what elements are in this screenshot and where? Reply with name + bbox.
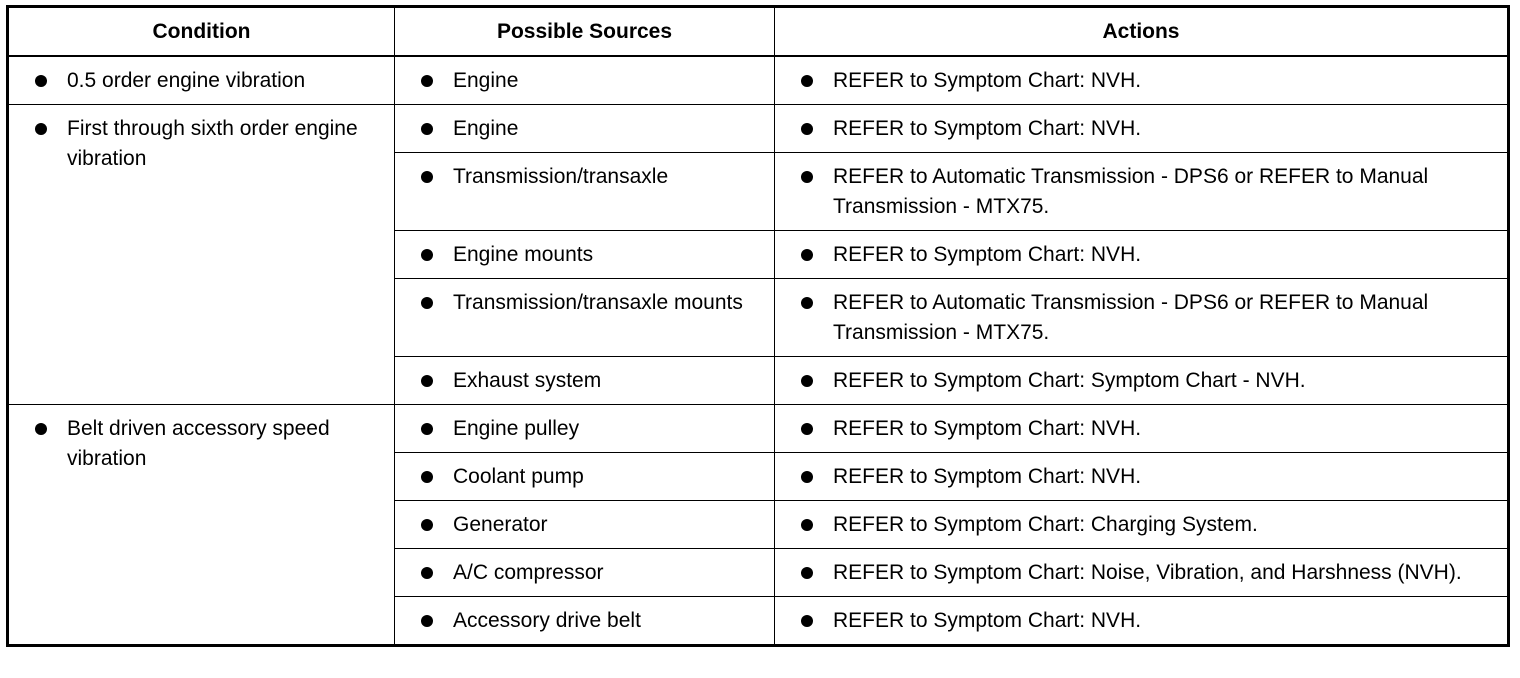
source-bullet-item xyxy=(395,153,774,200)
table-body xyxy=(8,56,1509,646)
bullet-icon xyxy=(421,519,433,531)
bullet-icon xyxy=(801,375,813,387)
action-bullet-item xyxy=(775,153,1507,230)
source-bullet-item xyxy=(395,105,774,152)
source-cell xyxy=(395,279,775,357)
source-text: Generator xyxy=(453,513,548,536)
action-text: REFER to Symptom Chart: NVH. xyxy=(833,117,1142,140)
source-bullet-item xyxy=(395,405,774,452)
bullet-icon xyxy=(801,471,813,483)
source-bullet-item xyxy=(395,57,774,104)
action-text: REFER to Symptom Chart: Symptom Chart - NVH. xyxy=(833,369,1306,392)
source-cell xyxy=(395,453,775,501)
action-text: REFER to Symptom Chart: Charging System. xyxy=(833,513,1258,536)
source-bullet-item xyxy=(395,597,774,644)
condition-text: 0.5 order engine vibration xyxy=(67,69,306,92)
bullet-icon xyxy=(421,75,433,87)
source-text: Engine mounts xyxy=(453,243,594,266)
table-row xyxy=(8,405,1509,453)
action-cell xyxy=(775,56,1509,105)
source-text: Transmission/transaxle mounts xyxy=(453,291,743,314)
bullet-icon xyxy=(801,423,813,435)
action-text: REFER to Automatic Transmission - DPS6 or REFER to Manual Transmission - MTX75. xyxy=(833,165,1429,218)
action-bullet-item xyxy=(775,279,1507,356)
condition-text: First through sixth order engine vibration xyxy=(67,117,358,170)
source-bullet-item xyxy=(395,357,774,404)
condition-cell xyxy=(8,105,395,405)
action-cell xyxy=(775,549,1509,597)
action-cell xyxy=(775,597,1509,646)
condition-bullet-item xyxy=(9,57,394,104)
possible-sources-column-header: Possible Sources xyxy=(395,7,775,57)
action-text: REFER to Symptom Chart: Noise, Vibration, and Harshness (NVH). xyxy=(833,561,1462,584)
action-text: REFER to Symptom Chart: NVH. xyxy=(833,417,1142,440)
source-text: Engine pulley xyxy=(453,417,580,440)
source-cell xyxy=(395,105,775,153)
bullet-icon xyxy=(801,615,813,627)
bullet-icon xyxy=(35,123,47,135)
source-bullet-item xyxy=(395,501,774,548)
bullet-icon xyxy=(421,471,433,483)
source-text: Transmission/transaxle xyxy=(453,165,669,188)
source-cell xyxy=(395,56,775,105)
bullet-icon xyxy=(421,375,433,387)
action-bullet-item xyxy=(775,501,1507,548)
action-text: REFER to Automatic Transmission - DPS6 or REFER to Manual Transmission - MTX75. xyxy=(833,291,1429,344)
condition-column-header: Condition xyxy=(8,7,395,57)
source-text: Exhaust system xyxy=(453,369,602,392)
source-bullet-item xyxy=(395,279,774,326)
condition-text: Belt driven accessory speed vibration xyxy=(67,417,330,470)
condition-bullet-item xyxy=(9,105,394,182)
bullet-icon xyxy=(421,423,433,435)
source-text: A/C compressor xyxy=(453,561,604,584)
action-bullet-item xyxy=(775,405,1507,452)
condition-cell xyxy=(8,405,395,646)
bullet-icon xyxy=(35,75,47,87)
source-text: Accessory drive belt xyxy=(453,609,641,632)
source-cell xyxy=(395,501,775,549)
source-cell xyxy=(395,231,775,279)
table-row xyxy=(8,56,1509,105)
bullet-icon xyxy=(35,423,47,435)
source-cell xyxy=(395,549,775,597)
action-text: REFER to Symptom Chart: NVH. xyxy=(833,243,1142,266)
bullet-icon xyxy=(801,75,813,87)
action-cell xyxy=(775,105,1509,153)
source-bullet-item xyxy=(395,453,774,500)
source-cell xyxy=(395,153,775,231)
source-cell xyxy=(395,405,775,453)
bullet-icon xyxy=(801,171,813,183)
source-bullet-item xyxy=(395,231,774,278)
action-bullet-item xyxy=(775,57,1507,104)
condition-cell xyxy=(8,56,395,105)
action-bullet-item xyxy=(775,453,1507,500)
bullet-icon xyxy=(421,297,433,309)
table-row xyxy=(8,105,1509,153)
action-bullet-item xyxy=(775,357,1507,404)
source-text: Coolant pump xyxy=(453,465,584,488)
bullet-icon xyxy=(801,567,813,579)
source-cell xyxy=(395,357,775,405)
source-text: Engine xyxy=(453,117,519,140)
actions-column-header: Actions xyxy=(775,7,1509,57)
action-cell xyxy=(775,279,1509,357)
bullet-icon xyxy=(801,519,813,531)
action-text: REFER to Symptom Chart: NVH. xyxy=(833,69,1142,92)
action-cell xyxy=(775,453,1509,501)
bullet-icon xyxy=(421,249,433,261)
action-text: REFER to Symptom Chart: NVH. xyxy=(833,609,1142,632)
action-bullet-item xyxy=(775,597,1507,644)
action-bullet-item xyxy=(775,549,1507,596)
bullet-icon xyxy=(421,567,433,579)
source-bullet-item xyxy=(395,549,774,596)
source-cell xyxy=(395,597,775,646)
symptom-chart-table xyxy=(6,5,1510,647)
action-text: REFER to Symptom Chart: NVH. xyxy=(833,465,1142,488)
bullet-icon xyxy=(421,123,433,135)
bullet-icon xyxy=(421,171,433,183)
bullet-icon xyxy=(801,249,813,261)
action-cell xyxy=(775,357,1509,405)
action-bullet-item xyxy=(775,105,1507,152)
action-bullet-item xyxy=(775,231,1507,278)
table-header-row xyxy=(8,7,1509,57)
bullet-icon xyxy=(801,123,813,135)
source-text: Engine xyxy=(453,69,519,92)
bullet-icon xyxy=(801,297,813,309)
action-cell xyxy=(775,231,1509,279)
condition-bullet-item xyxy=(9,405,394,482)
action-cell xyxy=(775,405,1509,453)
bullet-icon xyxy=(421,615,433,627)
action-cell xyxy=(775,501,1509,549)
action-cell xyxy=(775,153,1509,231)
